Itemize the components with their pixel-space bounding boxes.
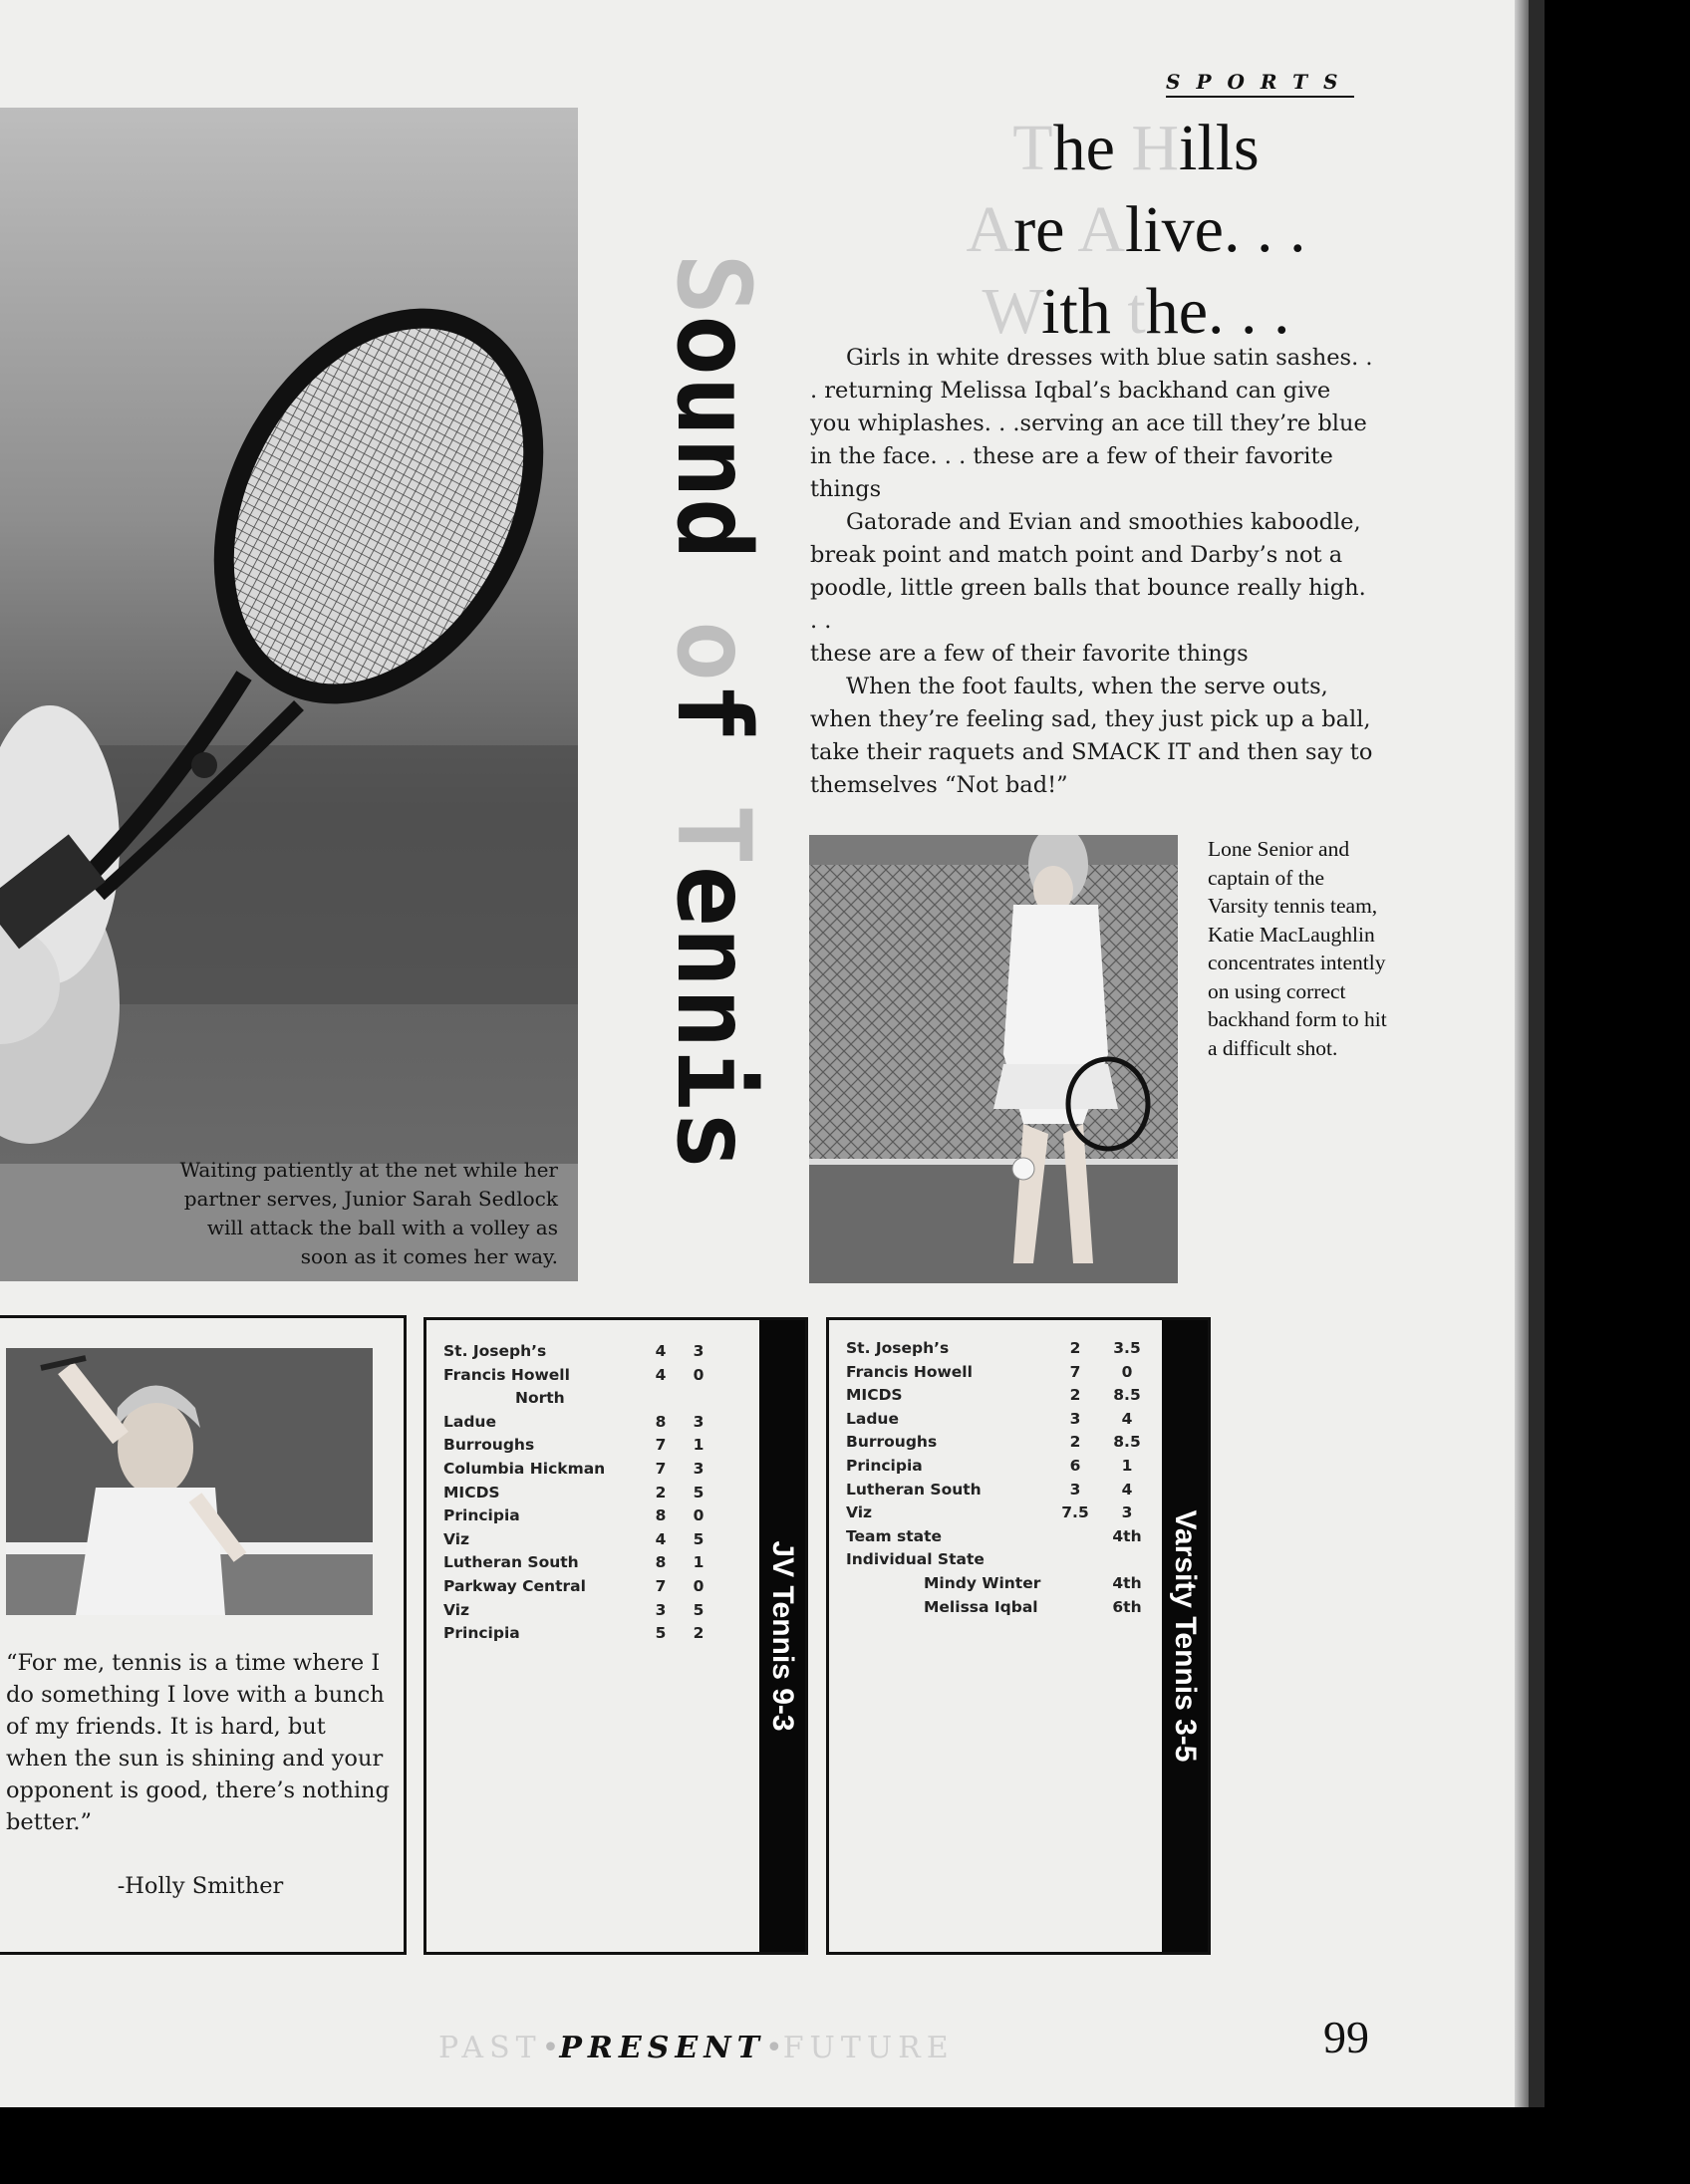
headline-line-2: Are Alive. . . <box>966 193 1306 266</box>
footer-future: FUTURE <box>782 2031 955 2065</box>
score-first: 3 <box>1069 1480 1081 1499</box>
title-initial-o: o <box>654 620 772 682</box>
jv-title: JV Tennis 9-3 <box>766 1540 799 1732</box>
score-second: 4 <box>1121 1480 1133 1499</box>
footer-separator: • <box>541 2031 560 2065</box>
score-first: 7.5 <box>1061 1503 1089 1522</box>
opponent-name: Francis Howell <box>443 1365 570 1384</box>
page-number: 99 <box>1323 2012 1369 2062</box>
varsity-scores-box <box>826 1317 1211 1955</box>
score-first: 2 <box>1069 1433 1081 1452</box>
opponent-name: Viz <box>846 1503 873 1522</box>
score-first: 7 <box>655 1436 667 1455</box>
opponent-name: MICDS <box>846 1386 903 1405</box>
page-edge <box>1529 0 1545 2107</box>
score-second: 4th <box>1112 1574 1142 1592</box>
opponent-name: Principia <box>846 1457 923 1475</box>
score-first: 8 <box>655 1412 667 1431</box>
score-second: 0 <box>693 1577 704 1595</box>
opponent-name: Burroughs <box>846 1433 938 1452</box>
opponent-name: Parkway Central <box>443 1577 586 1595</box>
title-part-1: ound <box>654 314 772 621</box>
main-tennis-photo <box>0 108 578 1281</box>
opponent-name: Ladue <box>846 1409 899 1428</box>
score-second: 3.5 <box>1113 1339 1141 1357</box>
opponent-name: Lutheran South <box>443 1553 579 1572</box>
score-first: 3 <box>1069 1409 1081 1428</box>
quote-attribution: -Holly Smither <box>117 1873 284 1899</box>
opponent-name: Francis Howell <box>846 1362 973 1381</box>
opponent-name: Viz <box>443 1600 470 1619</box>
score-second: 1 <box>1121 1457 1133 1475</box>
headline-line-3: With the. . . <box>982 275 1290 348</box>
score-first: 2 <box>1069 1386 1081 1405</box>
opponent-name: Viz <box>443 1529 470 1548</box>
score-first: 8 <box>655 1553 667 1572</box>
score-second: 1 <box>693 1436 704 1455</box>
score-second: 5 <box>693 1483 704 1502</box>
score-first: 8 <box>655 1506 667 1525</box>
score-second: 3 <box>693 1460 704 1478</box>
score-second: 8.5 <box>1113 1386 1141 1405</box>
section-label: SPORTS <box>1166 70 1354 98</box>
score-first: 4 <box>655 1529 667 1548</box>
score-second: 0 <box>693 1506 704 1525</box>
title-initial-s: S <box>654 253 772 315</box>
score-second: 2 <box>693 1624 704 1643</box>
opponent-name: Team state <box>846 1526 943 1545</box>
opponent-name: Principia <box>443 1506 520 1525</box>
article-body <box>810 342 1378 802</box>
score-first: 3 <box>655 1600 667 1619</box>
title-initial-t: T <box>654 804 772 866</box>
jv-scores-box <box>423 1317 808 1955</box>
score-second: 0 <box>1121 1362 1133 1381</box>
opponent-name: Mindy Winter <box>924 1574 1041 1592</box>
score-second: 0 <box>693 1365 704 1384</box>
title-part-2: f <box>654 682 772 805</box>
senior-backhand-photo <box>809 835 1178 1283</box>
vertical-title <box>654 110 772 1315</box>
score-first: 7 <box>655 1460 667 1478</box>
paragraph-1: Girls in white dresses with blue satin sashes. . . returning Melissa Iqbal’s backhand can give you whiplashes. . .serving an ace till they’re blue in the face. . . these are a few of their favorite things <box>810 345 1373 502</box>
senior-photo-caption: Lone Senior and captain of the Varsity tennis team, Katie MacLaughlin concentrates intently on using correct backhand form to hit a difficult shot. <box>1208 837 1387 1060</box>
opponent-name: Columbia Hickman <box>443 1460 606 1478</box>
score-second: 6th <box>1112 1597 1142 1616</box>
headline <box>857 108 1415 353</box>
opponent-name: Burroughs <box>443 1436 535 1455</box>
score-second: 1 <box>693 1553 704 1572</box>
opponent-name: Lutheran South <box>846 1480 982 1499</box>
footer-banner <box>438 2031 955 2065</box>
score-second: 3 <box>1121 1503 1133 1522</box>
opponent-name: North <box>515 1389 565 1408</box>
title-part-3: ennis <box>654 865 772 1172</box>
varsity-title-band <box>1162 1320 1208 1952</box>
opponent-name: Principia <box>443 1624 520 1643</box>
score-first: 7 <box>655 1577 667 1595</box>
paragraph-3: these are a few of their favorite things <box>810 641 1249 667</box>
score-first: 4 <box>655 1365 667 1384</box>
score-first: 4 <box>655 1342 667 1360</box>
footer-past: PAST <box>438 2031 542 2065</box>
score-second: 5 <box>693 1529 704 1548</box>
score-first: 6 <box>1069 1457 1081 1475</box>
score-first: 2 <box>655 1483 667 1502</box>
paragraph-2: Gatorade and Evian and smoothies kaboodle, break point and match point and Darby’s not a poodle, little green balls that bounce really high. . . <box>810 509 1366 634</box>
footer-present: PRESENT <box>559 2031 766 2065</box>
score-second: 3 <box>693 1342 704 1360</box>
opponent-name: MICDS <box>443 1483 500 1502</box>
score-second: 3 <box>693 1412 704 1431</box>
opponent-name: St. Joseph’s <box>846 1339 950 1357</box>
paragraph-4: When the foot faults, when the serve outs, when they’re feeling sad, they just pick up a ball, take their raquets and SMACK IT and then say to themselves “Not bad!” <box>810 674 1373 798</box>
score-second: 4 <box>1121 1409 1133 1428</box>
jv-title-band <box>759 1320 805 1952</box>
opponent-name: Ladue <box>443 1412 496 1431</box>
score-second: 4th <box>1112 1526 1142 1545</box>
score-first: 7 <box>1069 1362 1081 1381</box>
headline-line-1: The Hills <box>1012 112 1260 184</box>
holly-smither-photo <box>6 1348 373 1615</box>
footer-separator: • <box>765 2031 783 2065</box>
score-second: 5 <box>693 1600 704 1619</box>
page-spine <box>1515 0 1529 2107</box>
opponent-name: Melissa Iqbal <box>924 1597 1038 1616</box>
score-first: 5 <box>655 1624 667 1643</box>
score-first: 2 <box>1069 1339 1081 1357</box>
player-quote: “For me, tennis is a time where I do something I love with a bunch of my friends. It is hard, but when the sun is shining and your opponent is good, there’s nothing better.” <box>6 1650 390 1835</box>
varsity-title: Varsity Tennis 3-5 <box>1169 1509 1202 1763</box>
opponent-name: Individual State <box>846 1550 985 1569</box>
opponent-name: St. Joseph’s <box>443 1342 547 1360</box>
score-second: 8.5 <box>1113 1433 1141 1452</box>
main-photo-caption: Waiting patiently at the net while her partner serves, Junior Sarah Sedlock will attack the ball with a volley as soon as it comes her way. <box>179 1158 558 1268</box>
